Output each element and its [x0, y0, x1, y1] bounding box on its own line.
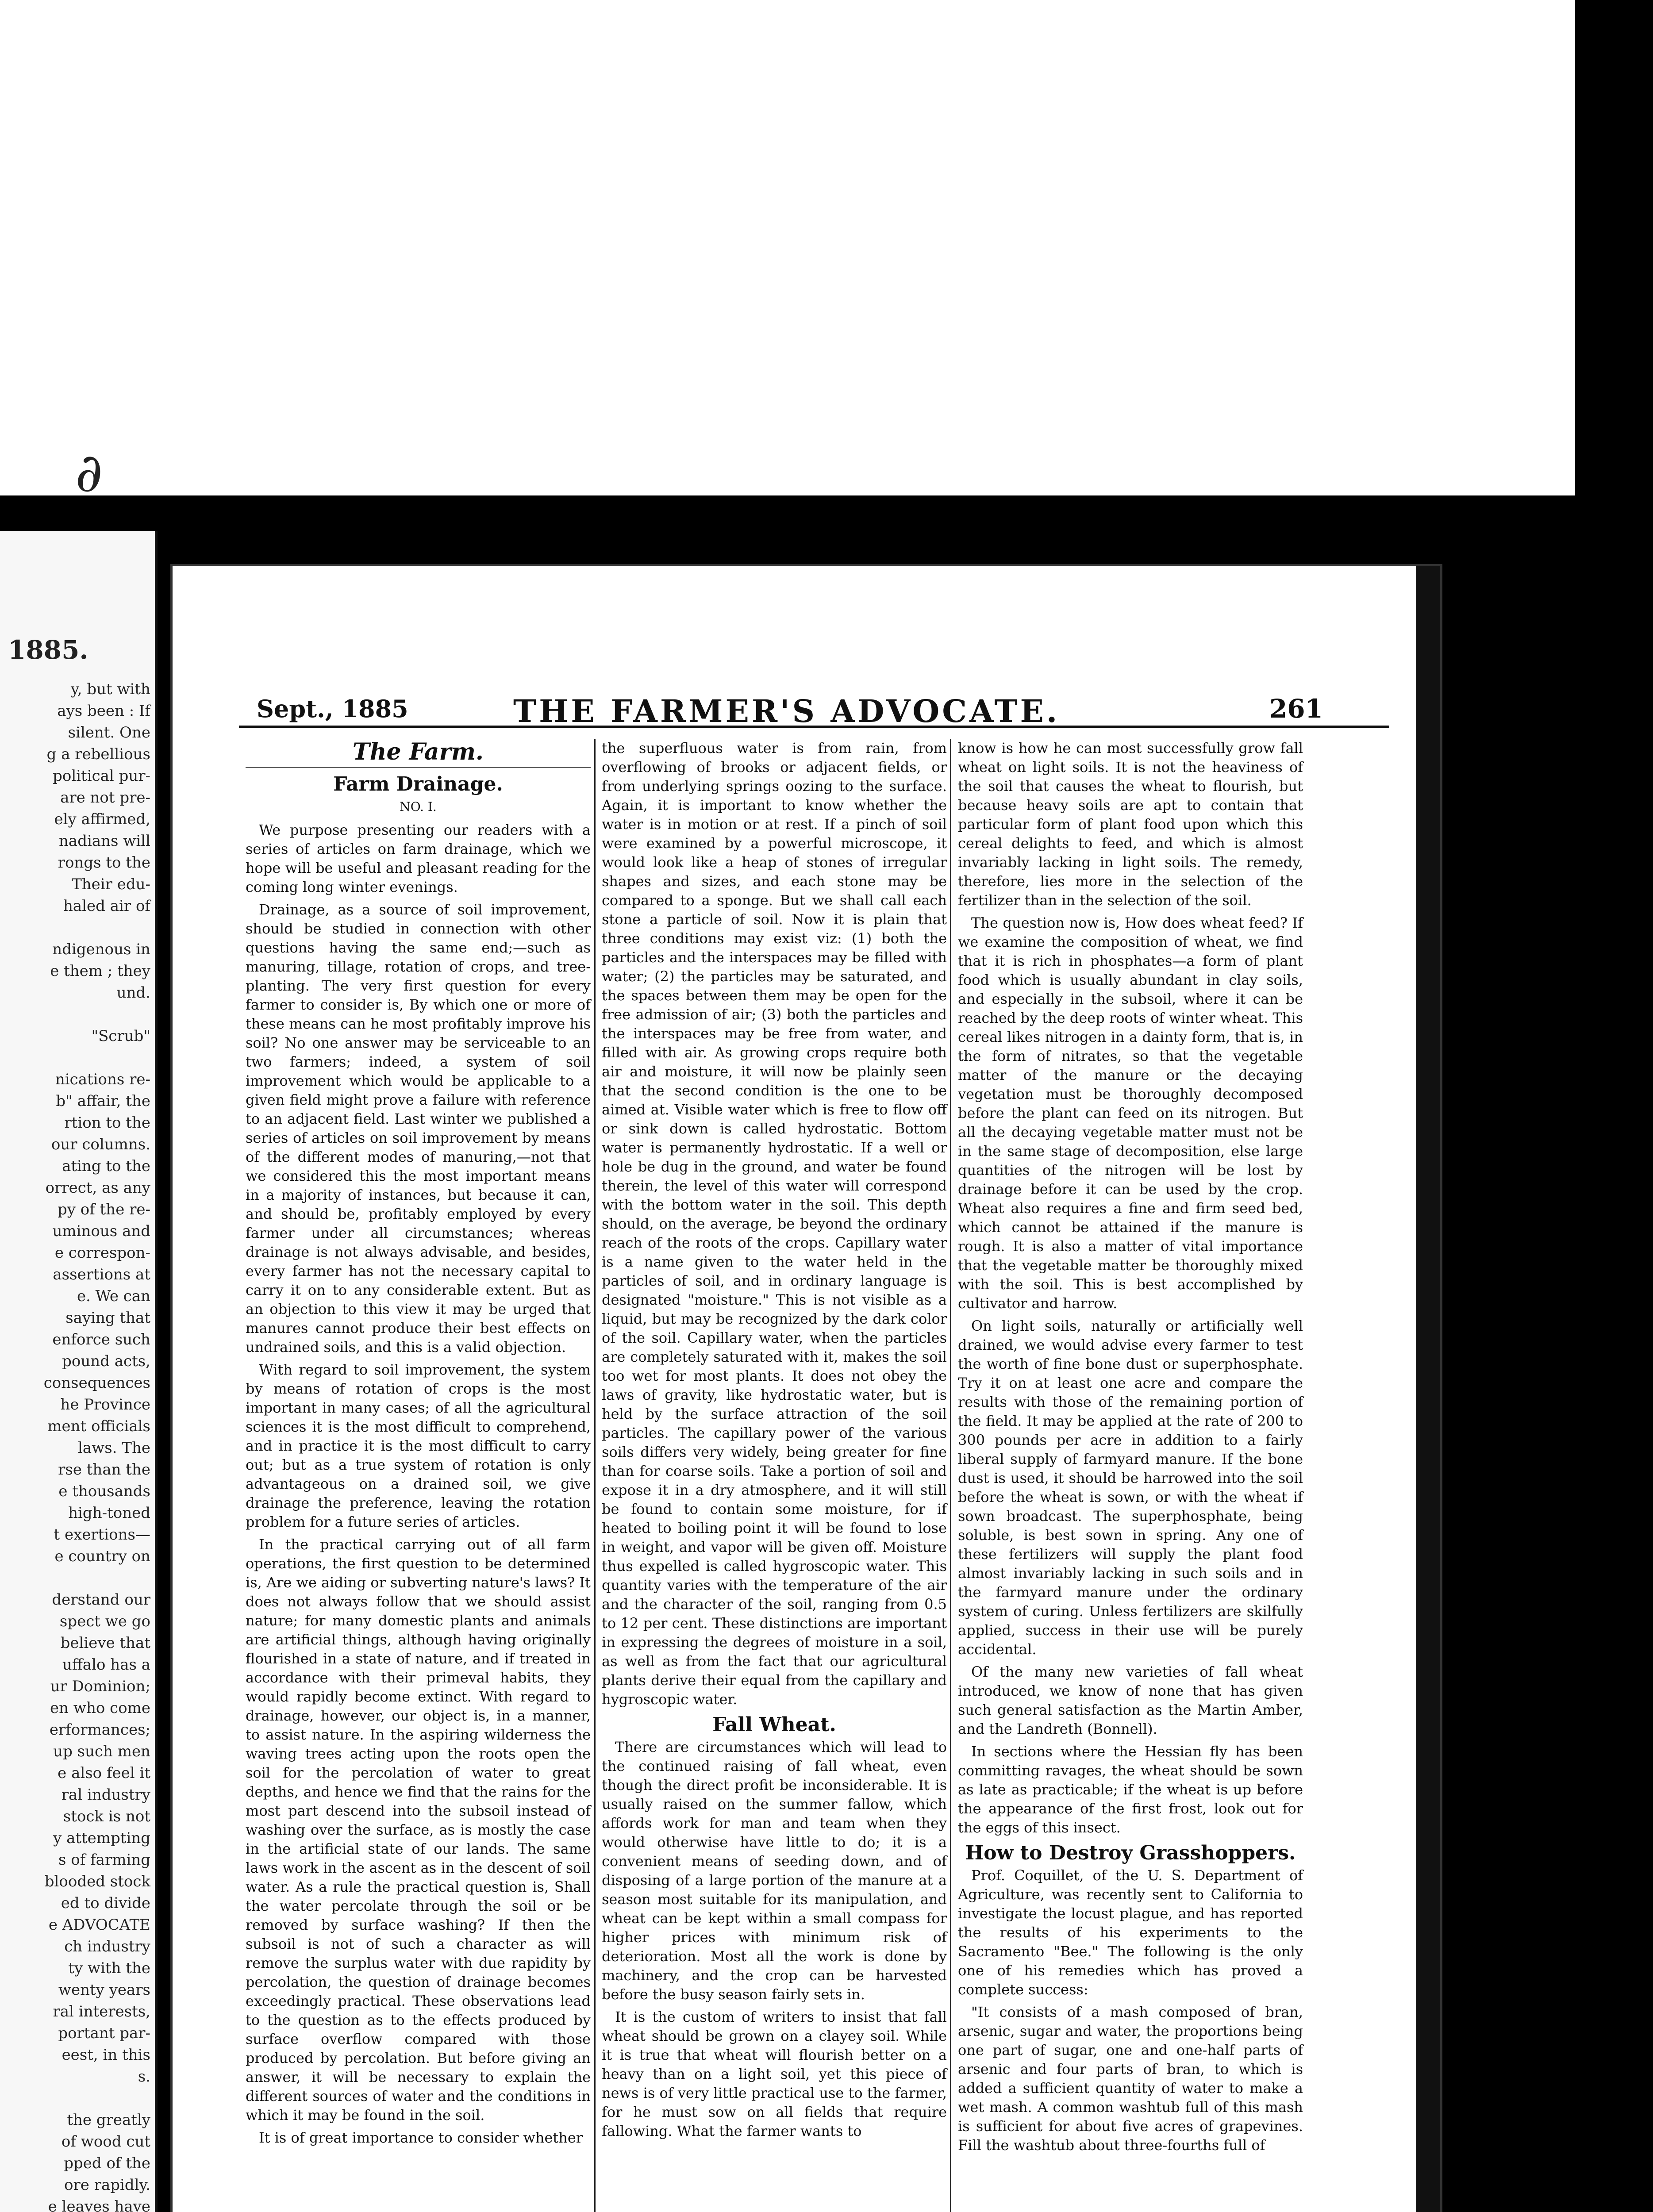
issue-date: Sept., 1885	[257, 695, 408, 723]
paragraph: With regard to soil improvement, the system by means of rotation of crops is the most important in many cases; of all the agricultural sciences it is the most difficult to comprehend, and in practice it is the most difficult to carry out; but as a true system of rotation is only advantageous on a drained soil, we give drainage the preference, leaving the rotation problem for a future series of articles.	[246, 1361, 591, 1530]
fragment-line: ch industry	[64, 1938, 150, 1955]
fragment-line: up such men	[53, 1743, 150, 1760]
fragment-line: ays been : If	[57, 702, 150, 720]
fragment-line: the greatly	[67, 2111, 150, 2129]
column-rule	[594, 739, 596, 2212]
fragment-line: stock is not	[63, 1808, 150, 1825]
fragment-line	[0, 2088, 155, 2109]
fragment-line: portant par-	[58, 2024, 150, 2042]
fragment-line: eest, in this	[62, 2046, 150, 2064]
fragment-line: of wood cut	[61, 2133, 150, 2151]
fragment-line: consequences	[43, 1374, 150, 1392]
fragment-line: e country on	[54, 1548, 150, 1565]
section-title: The Farm.	[246, 742, 591, 768]
paragraph: It is the custom of writers to insist that fall wheat should be grown on a clayey soil. While it is true that wheat will flourish better on a heavy than on a light soil, yet this piece of news is of very little practical use to the farmer, for he must sow on all fields that require fallowing. What the farmer wants to	[602, 2008, 947, 2139]
fragment-line: orrect, as any	[45, 1179, 150, 1197]
fragment-line: py of the re-	[58, 1201, 150, 1218]
newspaper-page	[170, 564, 1442, 2212]
fragment-line: ely affirmed,	[54, 810, 150, 828]
fragment-line: e ADVOCATE	[48, 1916, 150, 1934]
fragment-line: pped of the	[64, 2154, 150, 2172]
paragraph: On light soils, naturally or artificially well drained, we would advise every farmer to test the worth of fine bone dust or superphosphate. Try it on at least one acre and compare the results with those of the remaining portion of the field. It may be applied at the rate of 200 to 300 pounds per acre in addition to a fairly liberal supply of farmyard manure. If the bone dust is used, it should be harrowed into the soil before the wheat is sown, or with the wheat if sown broadcast. The superphosphate, being soluble, is best sown in spring. Any one of these fertilizers will supply the plant food almost invariably lacking in such soils and in the farmyard manure under the ordinary system of curing. Unless fertilizers are skilfully applied, success in their use will be purely accidental.	[958, 1317, 1303, 1658]
fragment-line: e thousands	[58, 1482, 150, 1500]
fragment-line: ed to divide	[61, 1894, 150, 1912]
article-subtitle: NO. I.	[400, 799, 437, 814]
fragment-line: ment officials	[47, 1417, 150, 1435]
article-title-grasshoppers: How to Destroy Grasshoppers.	[965, 1842, 1296, 1864]
fragment-line: believe that	[60, 1634, 150, 1652]
fragment-line: nadians will	[59, 832, 150, 850]
paragraph: In sections where the Hessian fly has been committing ravages, the wheat should be sown as late as practicable; if the wheat is up before the appearance of the first frost, look out for the eggs of this insect.	[958, 1743, 1303, 1836]
fragment-line: e also feel it	[58, 1764, 150, 1782]
fragment-line: assertions at	[53, 1266, 150, 1283]
fragment-line: laws. The	[77, 1439, 150, 1457]
paragraph: We purpose presenting our readers with a series of articles on farm drainage, which we hope will be useful and pleasant reading for the coming long winter evenings.	[246, 822, 591, 895]
fragment-line: "Scrub"	[91, 1027, 150, 1045]
fragment-line	[0, 1567, 155, 1589]
paragraph: Drainage, as a source of soil improvement, should be studied in connection with other questions having the same end;—such as manuring, tillage, rotation of crops, and tree-planting. The very first question for every farmer to consider is, By which one or more of these means can he most profitably improve his soil? No one answer may be serviceable to an two farmers; indeed, a system of soil improvement which would be applicable to a given field might prove a failure with reference to an adjacent field. Last winter we published a series of articles on soil improvement by means of the different modes of manuring,—not that we considered this the most important means in a majority of instances, but because it can, and should be, profitably employed by every farmer under all circumstances; whereas drainage is not always advisable, and besides, every farmer has not the necessary capital to carry it on to any considerable extent. But as an objection to this view it may be urged that manures cannot produce their best effects on undrained soils, and this is a valid objection.	[246, 901, 591, 1356]
fragment-line	[0, 1047, 155, 1069]
fragment-line: erformances;	[49, 1721, 150, 1739]
fragment-line: s.	[138, 2068, 150, 2085]
fragment-line: t exertions—	[54, 1526, 150, 1544]
fragment-line: wenty years	[58, 1981, 150, 1999]
fragment-line: derstand our	[52, 1591, 150, 1609]
fragment-line: en who come	[50, 1699, 150, 1717]
fragment-line: rse than the	[58, 1461, 150, 1479]
fragment-line: und.	[116, 984, 150, 1002]
left-page-year: 1885.	[8, 635, 88, 665]
article-title-farm-drainage: Farm Drainage.	[333, 773, 503, 795]
fragment-line: are not pre-	[60, 789, 150, 806]
fragment-line	[0, 1004, 155, 1025]
page-header	[239, 695, 1389, 728]
fragment-line: Their edu-	[72, 876, 150, 893]
fragment-line: e. We can	[77, 1287, 150, 1305]
fragment-line: saying that	[65, 1309, 150, 1327]
fragment-line	[0, 917, 155, 939]
paragraph: There are circumstances which will lead to the continued raising of fall wheat, even though the direct profit be inconsiderable. It is usually raised on the summer fallow, which affords work for man and team when they would otherwise have little to do; it is a convenient means of seeding down, and of disposing of a large portion of the manure at a season most suitable for its manipulation, and wheat can be kept within a small compass for higher prices with minimum risk of deterioration. Most all the work is done by machinery, and the crop can be harvested before the busy season fairly sets in.	[602, 1739, 947, 2003]
fragment-line: haled air of	[63, 897, 150, 915]
fragment-line: high-toned	[68, 1504, 150, 1522]
scan-background	[0, 0, 1575, 495]
fragment-line: uffalo has a	[62, 1656, 150, 1674]
fragment-line: ore rapidly.	[64, 2176, 150, 2194]
fragment-line: ating to the	[62, 1157, 150, 1175]
left-page-fragment	[0, 531, 158, 2212]
fragment-line: b" affair, the	[56, 1092, 150, 1110]
column-rule	[950, 739, 951, 2212]
fragment-line: rongs to the	[58, 854, 150, 872]
paragraph: In the practical carrying out of all farm operations, the first question to be determined is, Are we aiding or subverting nature's laws? It does not always follow that we should assist nature; for many domestic plants and animals are artificial things, although having originally flourished in a state of nature, and if treated in accordance with their primeval habits, they would rapidly become extinct. With regard to drainage, however, our object is, in a manner, to assist nature. In the aspiring wilderness the waving trees acting upon the roots open the soil for the percolation of water to great depths, and hence we find that the rains for the most part descend into the subsoil instead of washing over the surface, as is mostly the case in the artificial state of our lands. The same laws work in the ascent as in the descent of soil water. As a rule the practical question is, Shall the water percolate through the soil or be removed by surface washing? If then the subsoil is not of such a character as will remove the surplus water with due rapidity by percolation, the question of drainage becomes exceedingly practical. These observations lead to the question as to the effects produced by surface overflow compared with those produced by percolation. But before giving an answer, it will be necessary to explain the different sources of water and the conditions in which it may be found in the soil.	[246, 1536, 591, 2124]
fragment-line: ral industry	[61, 1786, 150, 1804]
fragment-line: ty with the	[68, 1959, 150, 1977]
left-page-text	[0, 679, 155, 2212]
paragraph: "It consists of a mash composed of bran, arsenic, sugar and water, the proportions being one part of sugar, one and one-half parts of arsenic and four parts of bran, to which is added a sufficient quantity of water to make a wet mash. A common washtub full of this mash is sufficient for about five acres of grapevines. Fill the washtub about three-fourths full of	[958, 2004, 1303, 2154]
fragment-line: ral interests,	[53, 2003, 150, 2020]
fragment-line: g a rebellious	[46, 745, 150, 763]
paragraph: know is how he can most successfully grow fall wheat on light soils. It is not the heaviness of the soil that causes the wheat to flourish, but because heavy soils are apt to contain that particular form of plant food upon which this cereal delights to feed, and which is almost invariably lacking in light soils. The remedy, therefore, lies more in the selection of the fertilizer than in the selection of the soil.	[958, 740, 1303, 909]
fragment-line: spect we go	[59, 1613, 150, 1630]
fragment-line: political pur-	[53, 767, 150, 785]
column-1	[246, 739, 591, 2212]
paragraph: Of the many new varieties of fall wheat introduced, we know of none that has given such general satisfaction as the Martin Amber, and the Landreth (Bonnell).	[958, 1663, 1303, 1737]
fragment-line: s of farming	[58, 1851, 150, 1869]
fragment-line: y, but with	[71, 680, 150, 698]
paragraph: The question now is, How does wheat feed? If we examine the composition of wheat, we find that it is rich in phosphates—a form of plant food which is usually abundant in clay soils, and especially in the subsoil, where it can be reached by the deep roots of winter wheat. This cereal likes nitrogen in a dainty form, that is, in the form of nitrates, so that the vegetable matter of the manure or the decaying vegetation must be thoroughly decomposed before the plant can feed on its nitrogen. But all the decaying vegetable matter must not be in the same stage of decomposition, else large quantities of the nitrogen will be lost by drainage before it can be used by the crop. Wheat also requires a fine and firm seed bed, which cannot be attained if the manure is rough. It is also a matter of vital importance that the vegetable matter be thoroughly mixed with the soil. This is best accomplished by cultivator and harrow.	[958, 914, 1303, 1312]
fragment-line: rtion to the	[64, 1114, 150, 1132]
fragment-line: ndigenous in	[52, 941, 150, 958]
film-edge	[1575, 0, 1653, 2212]
column-3	[958, 739, 1303, 2212]
fragment-line: y attempting	[53, 1829, 150, 1847]
fragment-line: blooded stock	[44, 1873, 150, 1890]
fragment-line: enforce such	[52, 1331, 150, 1348]
article-title-fall-wheat: Fall Wheat.	[712, 1713, 836, 1736]
page-number: 261	[1269, 694, 1323, 724]
masthead: THE FARMER'S ADVOCATE.	[513, 693, 1060, 730]
paragraph: the superfluous water is from rain, from overflowing of brooks or adjacent fields, or from underlying springs oozing to the surface. Again, it is important to know whether the water is in motion or at rest. If a pinch of soil were examined by a powerful microscope, it would look like a heap of stones of irregular shapes and sizes, and each stone may be compared to a sponge. But we shall call each stone a particle of soil. Now it is plain that three conditions may exist viz: (1) both the particles and the interspaces may be filled with water; (2) the particles may be saturated, and the spaces between them may be open for the free admission of air; (3) both the particles and the interspaces may be free from water, and filled with air. As growing crops require both air and moisture, it will now be plainly seen that the second condition is the one to be aimed at. Visible water which is free to flow off or sink down is called hydrostatic. Bottom water is permanently hydrostatic. If a well or hole be dug in the ground, and water be found therein, the level of this water will correspond with the bottom water in the soil. This depth should, on the average, be beyond the ordinary reach of the roots of the crops. Capillary water is a name given to the water held in the particles of soil, and in ordinary language is designated "moisture." This is not visible as a liquid, but may be recognized by the dark color of the soil. Capillary water, when the particles are completely saturated with it, makes the soil too wet for most plants. It does not obey the laws of gravity, like hydrostatic water, but is held by the surface attraction of the soil particles. The capillary power of the various soils differs very widely, being greater for fine than for coarse soils. Take a portion of soil and expose it in a dry atmosphere, and it will still be found to contain some moisture, for if heated to boiling point it will be found to lose in weight, and vapor will be given off. Moisture thus expelled is called hygroscopic water. This quantity varies with the temperature of the air and the character of the soil, ranging from 0.5 to 12 per cent. These distinctions are important in expressing the degrees of moisture in a soil, as well as from the fact that our agricultural plants derive their equal from the capillary and hygroscopic water.	[602, 740, 947, 1708]
fragment-line: ur Dominion;	[50, 1678, 150, 1695]
fragment-line: our columns.	[51, 1136, 150, 1153]
fragment-line: pound acts,	[62, 1352, 150, 1370]
fragment-line: uminous and	[52, 1222, 150, 1240]
paragraph: Prof. Coquillet, of the U. S. Department of Agriculture, was recently sent to California to investigate the locust plague, and has reported the results of his experiments to the Sacramento "Bee." The following is the only one of his remedies which has proved a complete success:	[958, 1867, 1303, 1998]
margin-scribble: ∂	[75, 442, 103, 504]
fragment-line: nications re-	[55, 1071, 150, 1088]
fragment-line: e correspon-	[54, 1244, 150, 1262]
fragment-line: he Province	[60, 1396, 150, 1413]
fragment-line: e leaves have	[48, 2198, 150, 2212]
column-2	[602, 739, 947, 2212]
fragment-line: e them ; they	[50, 962, 150, 980]
fragment-line: silent. One	[68, 724, 150, 741]
paragraph: It is of great importance to consider whether	[259, 2129, 583, 2146]
